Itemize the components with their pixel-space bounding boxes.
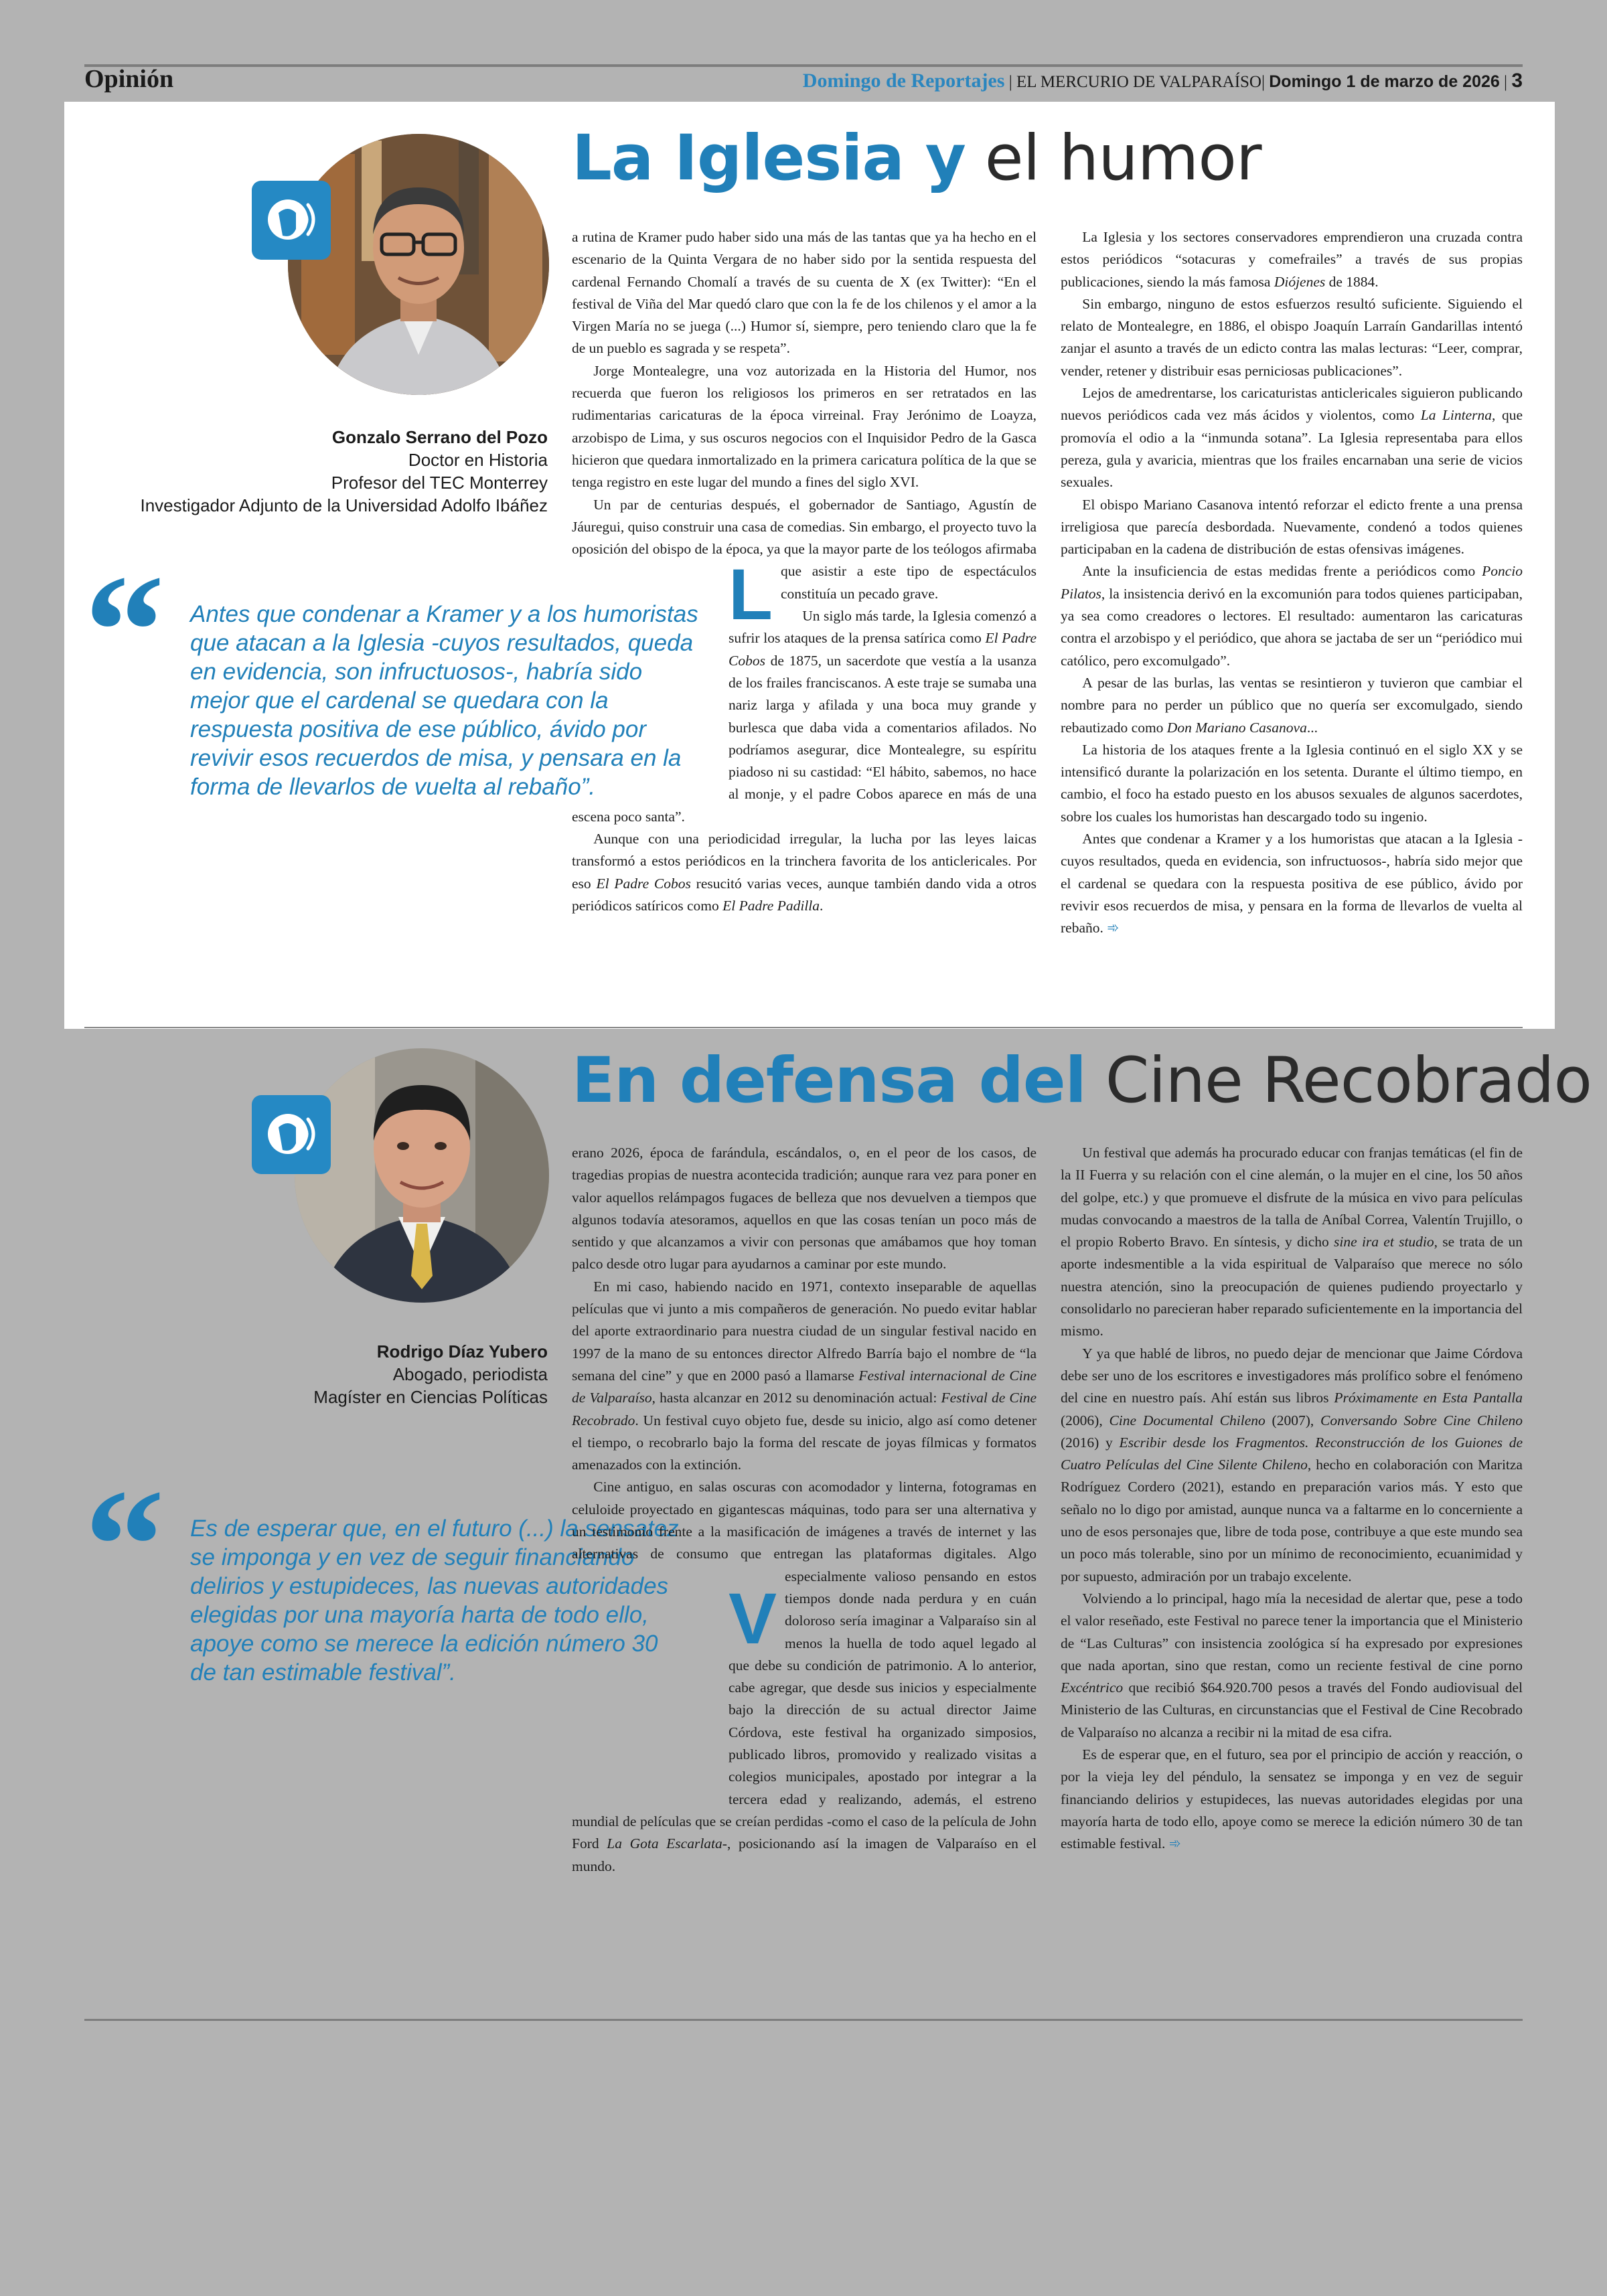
end-of-article-icon: ➾: [1107, 920, 1120, 937]
section-label: Opinión: [84, 65, 174, 93]
article-2-column-2: Un festival que además ha procurado educar con franjas temáticas (el fin de la II Fuerra y su relación con el cine alemán, o la mujer en el cine, los 50 años del golpe, etc.) y que promueve el disfrute de la música en vivo para películas mudas convocando a maestros de la talla de Aníbal Correa, Valentín Trujillo, o el propio Roberto Bravo. En síntesis, y dicho sine ira et studio, se trata de un aporte indesmentible a la vida espiritual de Valparaíso que merece no sólo nuestra atención, sino la preocupación de quienes pudiendo proyectarlo y consolidarlo no parecieran haber reparado suficientemente en la importancia del mismo. Y ya que hablé de libros, no puedo dejar de mencionar que Jaime Córdova debe ser uno de los escritores e investigadores más prolífico sobre el fenómeno del cine en nuestro país. Ahí están sus libros Próximamente en Esta Pantalla (2006), Cine Documental Chileno (2007), Conversando Sobre Cine Chileno (2016) y Escribir desde los Fragmentos. Reconstrucción de los Guiones de Cuatro Películas del Cine Silente Chileno, hecho en colaboración con Maritza Rodríguez Cordero (2021), estando en preparación varios más. Y esto que señalo no lo digo por amistad, aunque nunca va a faltarme en lo concerniente a uno de esos personajes que, libre de toda pose, contribuye a que este mundo sea un poco más tolerable, sino por un mínimo de reconocimiento, ecuanimidad y por supuesto, admiración por un trabajo excelente. Volviendo a lo principal, hago mía la necesidad de alertar que, pese a todo el valor reseñado, este Festival no parece tener la importancia que el Ministerio de “Las Culturas” con insistencia zoológica sí ha expresado por expresiones que nada aportan, sino que restan, como un reciente festival de cine porno Excéntrico que recibió $64.920.700 pesos a través del Fondo audiovisual del Ministerio de las Culturas, en circunstancias que el Festival de Cine Recobrado de Valparaíso no alcanza a recibir ni la mitad de esa cifra. Es de esperar que, en el futuro, sea por el principio de acción y reacción, o por la vieja ley del péndulo, la sensatez se imponga y en vez de seguir financiando delirios y estupideces, las nuevas autoridades elegidas por una mayoría harta de todo ello, apoye como se merece la edición número 30 de tan estimable festival. ➾: [1061, 1145, 1523, 1853]
author-1-name: Gonzalo Serrano del Pozo: [331, 427, 548, 447]
pull-quote-1-wrap: [572, 561, 729, 793]
footer-rule: [84, 2019, 1523, 2021]
masthead-newspaper: EL MERCURIO DE VALPARAÍSO: [1016, 73, 1261, 91]
author-1-role: Investigador Adjunto de la Universidad Adolfo Ibáñez: [140, 495, 548, 515]
article-divider: [84, 1027, 1523, 1028]
dropcap: V: [729, 1578, 777, 1659]
author-1-role: Profesor del TEC Monterrey: [331, 473, 548, 493]
article-2-title-rest: Cine Recobrado: [1105, 1044, 1592, 1117]
speaking-head-icon: [252, 181, 331, 260]
dropcap: L: [729, 554, 773, 635]
article-2-column-1: V erano 2026, época de farándula, escándalos, o, en el peor de los casos, de tragedias propias de nuestra acontecida tradición; aunque rara vez para poner en valor aquellos relámpagos fugaces de belleza que nos devuelven a tiempos que algunos todavía atesoramos, aquellos en que las cosas tenían un poco más de sentido y que alcanzamos a vivir con personas que amábamos que hoy toman palco desde otro lugar para ayudarnos a caminar por este mundo. En mi caso, habiendo nacido en 1971, contexto inseparable de aquellas películas que vi junto a mis compañeros de generación. No puedo evitar hablar del aporte extraordinario para nuestra ciudad de un singular festival nacido en 1997 de la mano de su entonces director Alfredo Barría bajo el nombre de “la semana del cine” y que en 2000 pasó a llamarse Festival internacional de Cine de Valparaíso, hasta alcanzar en 2012 su denominación actual: Festival de Cine Recobrado. Un festival cuyo objeto fue, desde su inicio, algo así como detener el tiempo, o recobrarlo bajo la forma del rescate de joyas fílmicas y formatos amenazados con la extinción. Cine antiguo, en salas oscuras con acomodador y linterna, fotogramas en celuloide proyectado en gigantescas máquinas, todo para ser una alternativa y un testimonio frente a la masificación de imágenes a través de internet y las alternativas de consumo que entregan las plataformas digitales. Algo especialmente valioso pensando en estos tiempos donde nada perdura y en cuán doloroso sería imaginar a Valparaíso sin al menos la huella de todo aquel legado al que debe su condición de patrimonio. A lo anterior, cabe agregar, que desde sus inicios y especialmente bajo la dirección de su actual director Jaime Córdova, este festival ha organizado simposios, publicado libros, promovido y realizado visitas a colegios municipales, apostado por integrar a la tercera edad y realizando, además, el estreno mundial de películas que se creían perdidas -como el caso de la película de John Ford La Gota Escarlata-, posicionando así la imagen de Valparaíso en el mundo.: [572, 1145, 1037, 1874]
author-2-name: Rodrigo Díaz Yubero: [376, 1341, 548, 1362]
article-1-column-1: L a rutina de Kramer pudo haber sido una más de las tantas que ya ha hecho en el escenario de la Quinta Vergara de no haber sido por la sentida respuesta del cardenal Fernando Chomalí a través de su cuenta de X (ex Twitter): “En el festival de Viña del Mar quedó claro que con la fe de los chilenos y el amor a la Virgen María no se juega (...) Humor sí, siempre, pero teniendo claro que la fe de un pueblo es sagrada y se respeta”. Jorge Montealegre, una voz autorizada en la Historia del Humor, nos recuerda que fueron los religiosos los primeros en ser retratados en las rudimentarias caricaturas de la época virreinal. Fray Jerónimo de Loayza, arzobispo de Lima, y sus oscuros negocios con el Inquisidor Pedro de la Gasca hicieron que quedara inmortalizado en la primera caricatura política de la que se tenga registro en este lugar del mundo a fines del siglo XVI. Un par de centurias después, el gobernador de Santiago, Agustín de Jáuregui, quiso construir una casa de comedias. Sin embargo, el proyecto tuvo la oposición del obispo de la época, ya que la mayor parte de los teólogos afirmaba que asistir a este tipo de espectáculos constituía un pecado grave. Un siglo más tarde, la Iglesia comenzó a sufrir los ataques de la prensa satírica como El Padre Cobos de 1875, un sacerdote que vestía a la usanza de los frailes franciscanos. A este traje se sumaba una nariz larga y afilada y una boca muy grande y burlesca que daba vida a comentarios afilados. No podríamos asegurar, dice Montealegre, su espíritu piadoso ni su castidad: “El hábito, sabemos, no hace al monje, y el padre Cobos aparece en más de una escena poco santa”. Aunque con una periodicidad irregular, la lucha por las leyes laicas transformó a estos periódicos en la trinchera favorita de los anticlericales. Por eso El Padre Cobos resucitó varias veces, aunque también dando vida a otros periódicos satíricos como El Padre Padilla.: [572, 229, 1037, 914]
author-2-role: Abogado, periodista: [392, 1364, 548, 1384]
article-1-title: [572, 122, 1261, 195]
author-2-byline: [313, 1340, 548, 1408]
article-1-column-2: La Iglesia y los sectores conservadores emprendieron una cruzada contra estos periódicos “sotacuras y comefrailes” a través de sus propias publicaciones, siendo la más famosa Diójenes de 1884. Sin embargo, ninguno de estos esfuerzos resultó suficiente. Siguiendo el relato de Montealegre, en 1886, el obispo Joaquín Larraín Gandarillas intentó zanjar el asunto a través de un edicto contra las malas lecturas: “Leer, comprar, vender, retener y distribuir esas perniciosas publicaciones”. Lejos de amedrentarse, los caricaturistas anticlericales siguieron publicando nuevos periódicos cada vez más ácidos y violentos, como La Linterna, que promovía el odio a la “inmunda sotana”. La Iglesia representaba para ellos pereza, gula y avaricia, mientras que los frailes encarnaban una serie de vicios sexuales. El obispo Mariano Casanova intentó reforzar el edicto frente a una prensa irreligiosa que parecía desbordada. Nuevamente, condenó a todos quienes participaban en la cadena de distribución de estas ofensivas imágenes. Ante la insuficiencia de estas medidas frente a periódicos como Poncio Pilatos, la insistencia derivó en la excomunión para todos quienes participaban, ya sea como creadores o lectores. El resultado: aumentaron las caricaturas contra el arzobispo y el periódico, que ahora se jactaba de ser un “periódico mui católico, pero excomulgado”. A pesar de las burlas, las ventas se resintieron y tuvieron que cambiar el nombre para no perder un público que no quería ser excomulgado, siendo rebautizado como Don Mariano Casanova... La historia de los ataques frente a la Iglesia continuó en el siglo XX y se intensificó durante la polarización en los setenta. Durante el último tiempo, en cambio, el foco ha estado puesto en los abusos sexuales de algunos sacerdotes, sobre los cuales los humoristas han descargado todo su ingenio. Antes que condenar a Kramer y a los humoristas que atacan a la Iglesia -cuyos resultados, queda en evidencia, son infructuosos-, habría sido mejor que el cardenal se quedara con la respuesta positiva de ese público, ávido por revivir esos recuerdos de misa, y pensara en la forma de llevarlos de vuelta al rebaño. ➾: [1061, 229, 1523, 937]
pull-quote-2-wrap: [572, 1585, 729, 1806]
end-of-article-icon: ➾: [1168, 1835, 1181, 1853]
page-number: 3: [1511, 70, 1523, 92]
pull-quote-2-mark: “: [84, 1456, 165, 1634]
author-1-byline: [140, 426, 548, 517]
pull-quote-1: Antes que condenar a Kramer y a los humoristas que atacan a la Iglesia -cuyos resultados, queda en evidencia, son infructuosos-, habría sido mejor que el cardenal se quedara con la respuesta positiva de ese público, ávido por revivir esos recuerdos de misa, y pensara en la forma de llevarlos de vuelta al rebaño”.: [190, 601, 698, 800]
article-2-title-accent: En defensa del: [572, 1044, 1086, 1117]
masthead-date: Domingo 1 de marzo de 2026: [1269, 72, 1500, 91]
author-1-photo: [288, 134, 549, 395]
article-1-title-accent: La Iglesia y: [572, 122, 966, 195]
masthead-separator: |: [1008, 73, 1012, 91]
masthead-brand: Domingo de Reportajes: [802, 70, 1005, 92]
author-2-photo: [295, 1048, 549, 1303]
masthead-separator: |: [1504, 73, 1508, 91]
article-1-title-rest: el humor: [984, 122, 1261, 195]
speaking-head-icon: [252, 1095, 331, 1174]
author-1-role: Doctor en Historia: [408, 450, 548, 470]
author-2-role: Magíster en Ciencias Políticas: [313, 1387, 548, 1407]
masthead: [803, 70, 1523, 92]
article-2-title: [572, 1044, 1592, 1117]
pull-quote-1-mark: “: [84, 542, 165, 720]
header-top-rule: [84, 64, 1523, 67]
pull-quote-2: Es de esperar que, en el futuro (...) la sensatez se imponga y en vez de seguir financiando delirios y estupideces, las nuevas autoridades elegidas por una mayoría harta de todo ello, apoye como se merece la edición número 30 de tan estimable festival”.: [190, 1515, 679, 1686]
masthead-separator: |: [1261, 73, 1265, 91]
